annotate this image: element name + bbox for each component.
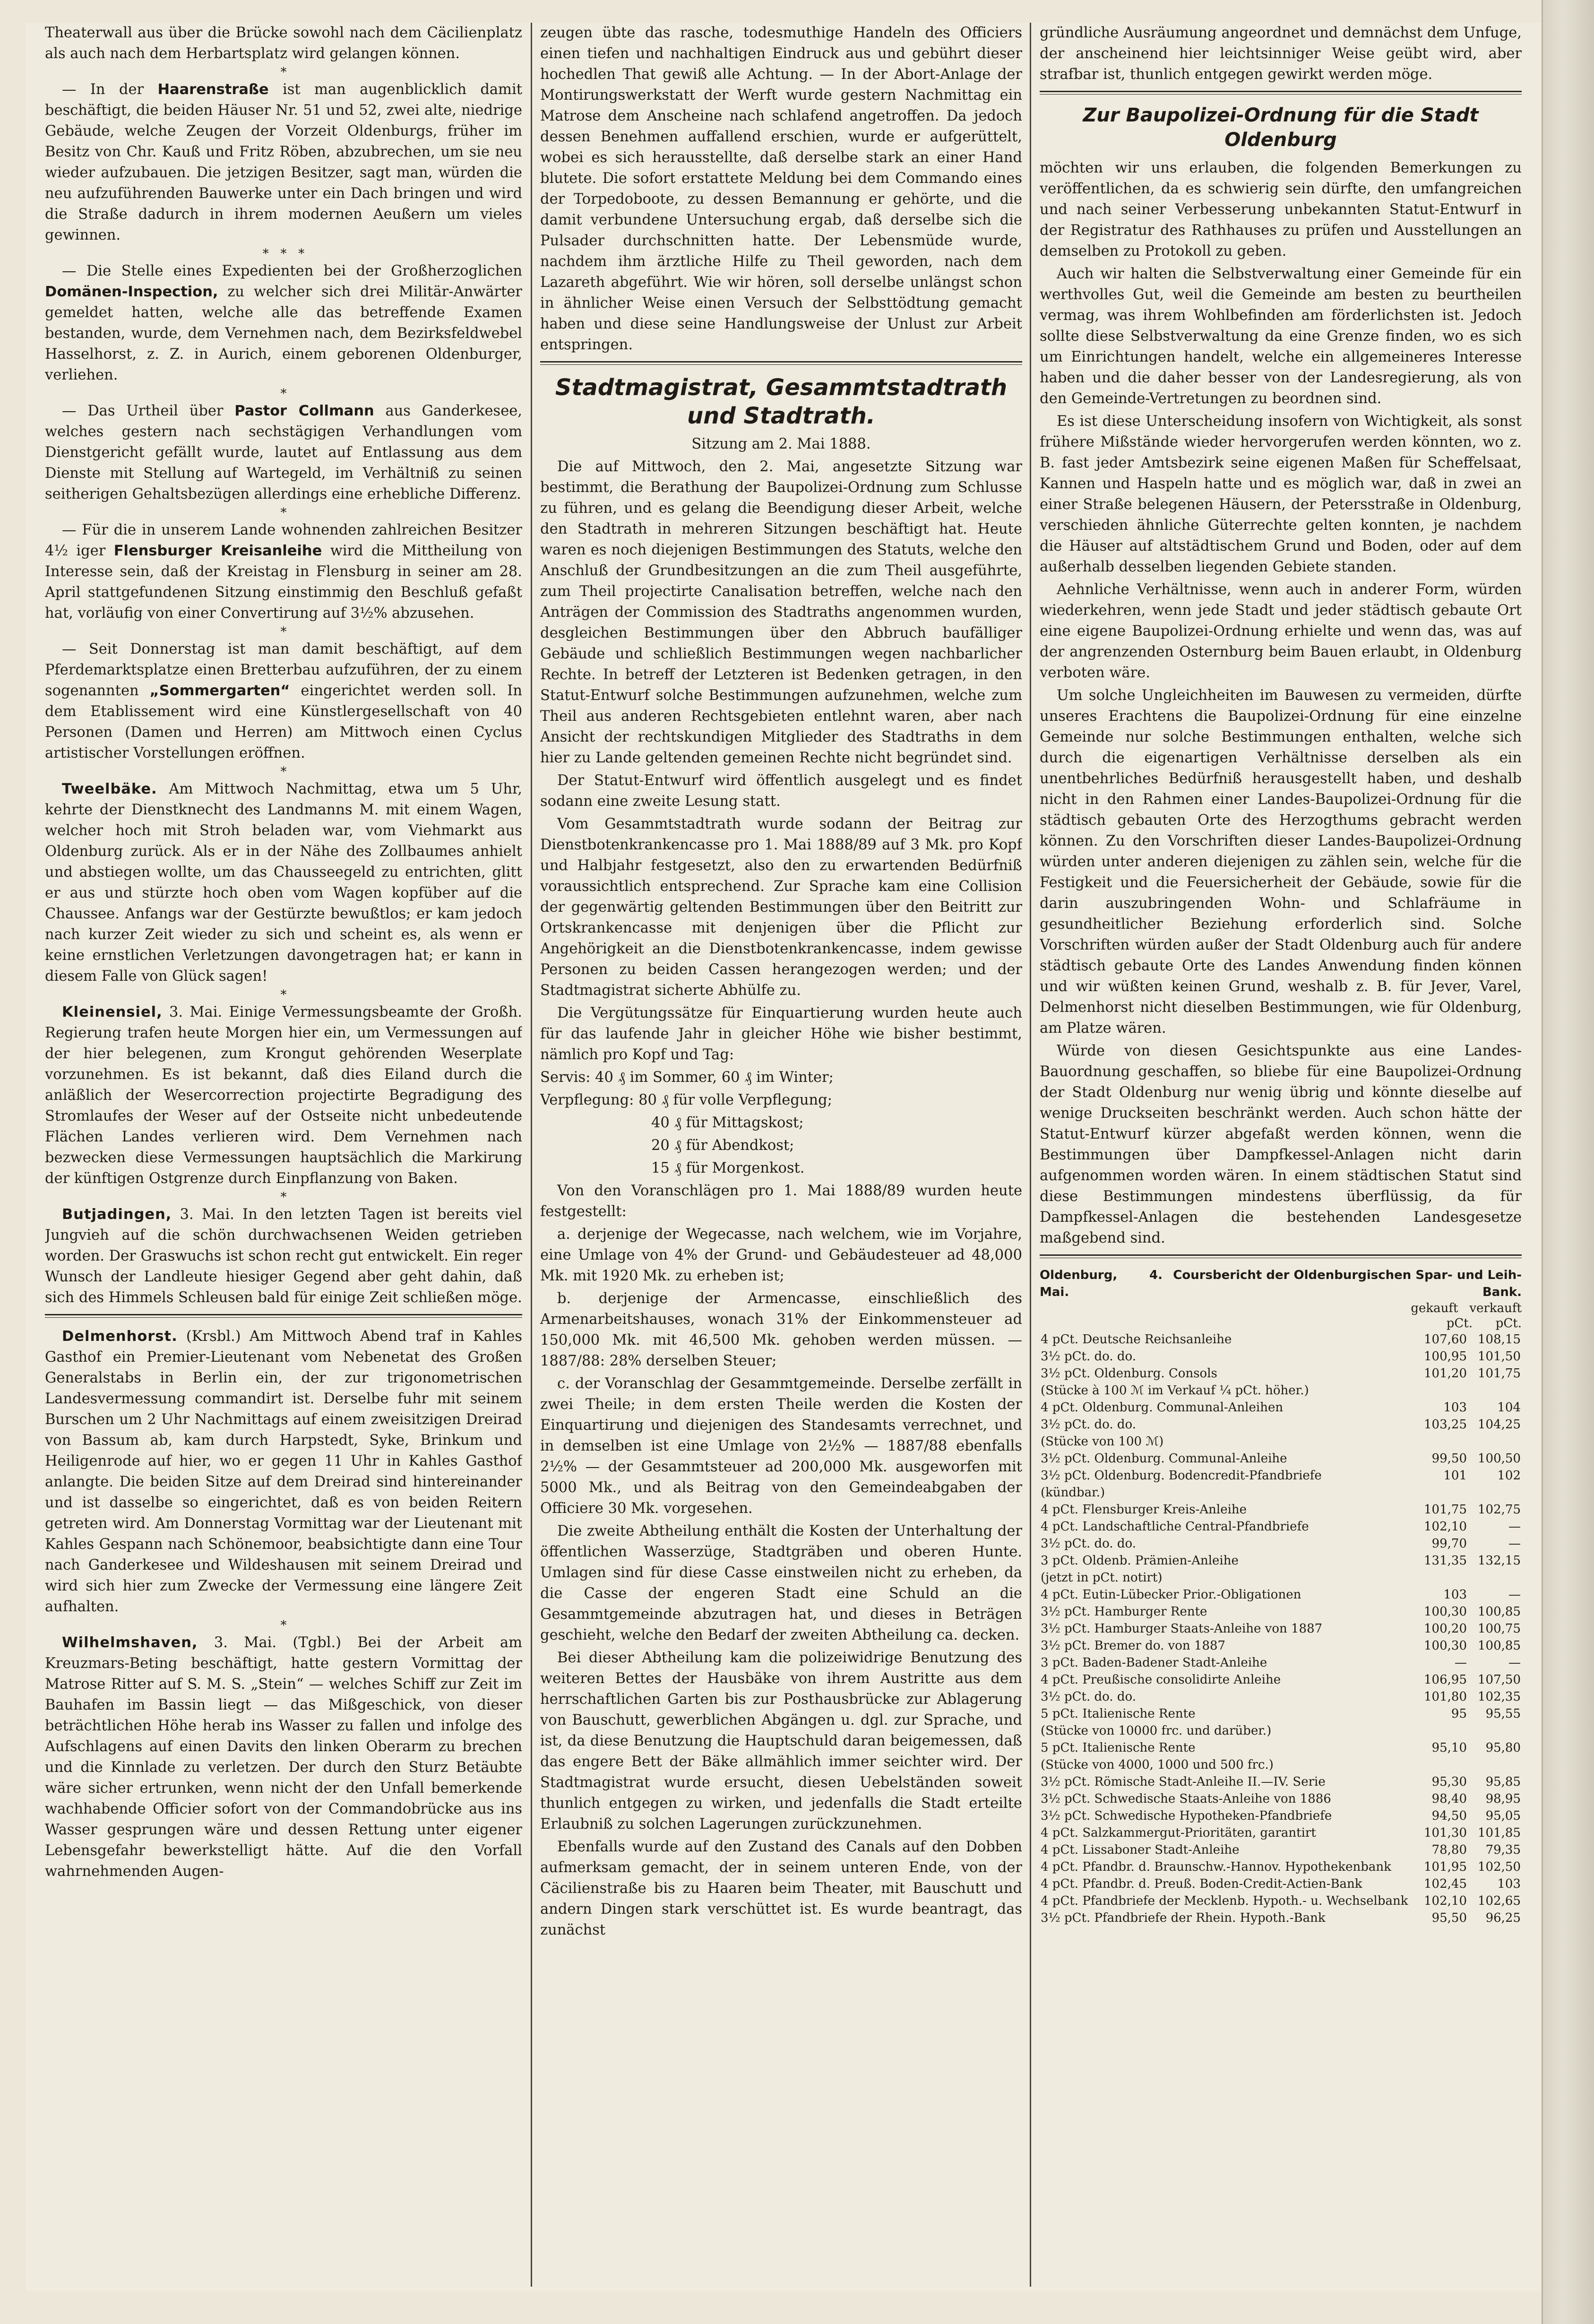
rate-row — [1040, 1858, 1522, 1875]
keyword: Domänen-Inspection, — [45, 284, 218, 300]
rate-sell: 102,35 — [1478, 1690, 1521, 1704]
separator-star: * — [280, 387, 287, 401]
rate-sell: 102,65 — [1478, 1894, 1521, 1908]
separator-star: * * * — [262, 247, 305, 261]
rate-name: 4 pCt. Pfandbriefe der Mecklenb. Hypoth.- u. Wechselbank — [1041, 1894, 1408, 1908]
rate-sell: 101,85 — [1478, 1826, 1521, 1840]
separator-star: * — [280, 1618, 287, 1633]
rate-row — [1040, 1705, 1522, 1722]
rate-buy: 103 — [1443, 1588, 1467, 1602]
rates-table — [1040, 1331, 1522, 1927]
section-headline: Stadtmagistrat, Gesammtstadtrath und Stadtrath. — [555, 374, 1008, 429]
fee-line: Verpflegung: 80 ₰ für volle Verpflegung; — [540, 1092, 832, 1108]
article-paragraph: Ebenfalls wurde auf den Zustand des Canals auf den Dobben aufmerksam gemacht, der in seinem unteren Ende, von der Cäcilienstraße bis zu Haaren beim Theater, mit Bauschutt und andern Dingen stark verschüttet ist. Es wurde beantragt, das zunächst — [540, 1839, 1022, 1938]
rate-sell: 104,25 — [1478, 1417, 1521, 1432]
rate-name: 3½ pCt. Schwedische Staats-Anleihe von 1886 — [1041, 1792, 1331, 1806]
rate-buy: 95,30 — [1431, 1775, 1467, 1789]
rate-name: 5 pCt. Italienische Rente — [1041, 1741, 1196, 1755]
article-paragraph: gründliche Ausräumung angeordnet und demnächst dem Unfuge, der anscheinend hier leichtsinniger Weise geübt wird, aber strafbar ist, thunlich entgegen gewirkt werden möge. — [1040, 25, 1522, 83]
rate-row — [1040, 1756, 1522, 1773]
section-rule — [1040, 1254, 1522, 1258]
rate-sell: 102,75 — [1478, 1503, 1521, 1517]
rate-buy — [1414, 1756, 1468, 1773]
column-3 — [1040, 23, 1522, 2287]
text: — In der — [62, 81, 158, 98]
rate-sell: 102,50 — [1478, 1860, 1521, 1874]
dateline: Butjadingen, — [62, 1206, 172, 1223]
section-rule — [540, 361, 1022, 365]
rate-name: 4 pCt. Preußische consolidirte Anleihe — [1041, 1673, 1281, 1687]
rate-name: 4 pCt. Lissaboner Stadt-Anleihe — [1041, 1843, 1240, 1857]
article-paragraph: Vom Gesammtstadtrath wurde sodann der Beitrag zur Dienstbotenkrankencasse pro 1. Mai 1888/89 auf 3 Mk. pro Kopf und Halbjahr festgesetzt, also den zu erwartenden Bedürfniß voraussichtlich entsprechend. Zur Sprache kam eine Collision der gegenwärtig geltenden Bestimmungen über den Beitritt zur Ortskrankencasse mit denjenigen über die Pflicht zur Angehörigkeit an die Dienstbotenkrankencasse, indem gewisse Personen zu beiden Cassen herangezogen werden; und der Stadtmagistrat sicherte Abhülfe zu. — [540, 816, 1022, 999]
article-paragraph: Von den Voranschlägen pro 1. Mai 1888/89 wurden heute festgestellt: — [540, 1183, 1022, 1220]
rate-row — [1040, 1484, 1522, 1501]
article-paragraph — [45, 401, 522, 505]
dateline: Delmenhorst. — [62, 1328, 178, 1345]
rate-sell: 132,15 — [1478, 1554, 1521, 1568]
rate-sell — [1468, 1569, 1522, 1586]
keyword: Pastor Collmann — [234, 403, 374, 419]
rate-buy: 95,50 — [1431, 1911, 1467, 1925]
dateline: Tweelbäke. — [62, 781, 157, 797]
buy-header: gekauft — [1411, 1301, 1458, 1315]
rate-buy: 100,30 — [1424, 1605, 1467, 1619]
rate-sell: 108,15 — [1478, 1332, 1521, 1347]
keyword: Flensburger Kreisanleihe — [113, 543, 322, 559]
rate-buy: 101,30 — [1424, 1826, 1467, 1840]
rate-buy: 131,35 — [1424, 1554, 1467, 1568]
article-paragraph: Würde von diesen Gesichtspunkte aus eine Landes-Bauordnung geschaffen, so bliebe für eine Baupolizei-Ordnung der Stadt Oldenburg nur wenig übrig und könnte dieselbe auf wenige Druckseiten beschränkt werden. Auch schon hätte der Statut-Entwurf kürzer abgefaßt werden können, wenn die Bestimmungen über Dampfkessel-Anlagen nicht darin aufgenommen worden wären. In einem städtischen Statut sind diese Bestimmungen mindestens überflüssig, da für Dampfkessel-Anlagen die bestehenden Landesgesetze maßgebend sind. — [1040, 1043, 1522, 1246]
rate-name: 4 pCt. Pfandbr. d. Preuß. Boden-Credit-Actien-Bank — [1041, 1877, 1362, 1891]
article-paragraph: a. derjenige der Wegecasse, nach welchem, wie im Vorjahre, eine Umlage von 4% der Grund- und Gebäudesteuer ad 48,000 Mk. mit 1920 Mk. zu erheben ist; — [540, 1226, 1022, 1284]
column-2 — [540, 23, 1022, 2287]
rate-sell: 100,50 — [1478, 1451, 1521, 1466]
rate-buy: 102,45 — [1424, 1877, 1467, 1891]
article-paragraph: möchten wir uns erlauben, die folgenden Bemerkungen zu veröffentlichen, da es schwierig sein dürfte, den umfangreichen und nach seiner Verbesserung unbekannten Statut-Entwurf in der Registratur des Rathhauses zu prüfen und Ausstellungen an demselben zu Protokoll zu geben. — [1040, 160, 1522, 259]
rate-buy: 95,10 — [1431, 1741, 1467, 1755]
rate-buy: 101,95 — [1424, 1860, 1467, 1874]
article-paragraph — [45, 261, 522, 386]
rate-name: 3½ pCt. do. do. — [1041, 1349, 1136, 1364]
rate-row — [1040, 1365, 1522, 1382]
rate-row — [1040, 1722, 1522, 1739]
rate-sell: 100,85 — [1478, 1639, 1521, 1653]
separator-star: * — [280, 1190, 287, 1204]
rate-row — [1040, 1518, 1522, 1535]
rate-sell: 107,50 — [1478, 1673, 1521, 1687]
rate-buy: 101,80 — [1424, 1690, 1467, 1704]
article-paragraph: Die auf Mittwoch, den 2. Mai, angesetzte Sitzung war bestimmt, die Berathung der Baupolizei-Ordnung zum Schlusse zu führen, und es gelang die Beendigung dieser Arbeit, welche den Stadtrath in mehreren Sitzungen beschäftigt hat. Heute waren es noch diejenigen Bestimmungen des Statuts, welche den Anschluß der Grundbesitzungen an die zum Theil ausgeführte, zum Theil projectirte Canalisation betreffen, welche nach den Anträgen der Commission des Stadtraths angenommen wurden, desgleichen Bestimmungen über den Abbruch baufälliger Gebäude und schließlich Bestimmungen wegen nachbarlicher Rechte. In betreff der Letzteren ist Bedenken getragen, in den Statut-Entwurf solche Bestimmungen aufzunehmen, welche zum Theil aus anderen Rechtsgebieten entlehnt waren, aber nach Ansicht der rechtskundigen Mitglieder des Stadtraths in dem hier zu Lande geltenden gemeinen Rechte nicht begründet sind. — [540, 458, 1022, 766]
dateline: Wilhelmshaven, — [62, 1634, 198, 1651]
article-paragraph — [45, 79, 522, 246]
newspaper-page — [26, 23, 1543, 2291]
rate-buy: 107,60 — [1424, 1332, 1467, 1347]
rate-row — [1040, 1331, 1522, 1348]
rates-unit-header — [1040, 1316, 1522, 1331]
rate-row — [1040, 1739, 1522, 1756]
rate-name: 3½ pCt. Oldenburg. Communal-Anleihe — [1041, 1451, 1287, 1466]
rate-sell: 100,85 — [1478, 1605, 1521, 1619]
rate-buy: 99,70 — [1431, 1537, 1467, 1551]
column-rule — [1030, 23, 1031, 2287]
article-paragraph: Um solche Ungleichheiten im Bauwesen zu vermeiden, dürfte unseres Erachtens die Baupolizei-Ordnung für eine einzelne Gemeinde nur solche Bestimmungen enthalten, welche sich durch die eigenartigen Verhältnisse derselben als ein unentbehrliches Bedürfniß herausgestellt haben, und deshalb nicht in den Rahmen einer Landes-Baupolizei-Ordnung für die städtisch gebauten Orte des Herzogthums gebracht werden können. Zu den Vorschriften dieser Landes-Baupolizei-Ordnung würden unter anderen diejenigen zu zählen sein, welche für die Festigkeit und die Feuersicherheit der Gebäude, sowie für die darin auszubringenden Wohn- und Schlafräume in gesundheitlicher Beziehung erforderlich sind. Solche Vorschriften würden außer der Stadt Oldenburg auch für andere städtisch gebaute Orte des Landes Anwendung finden können und wir wüßten keinen Grund, weshalb z. B. für Jever, Varel, Delmenhorst nicht dieselben Bestimmungen, wie für Oldenburg, am Platze wären. — [1040, 687, 1522, 1037]
section-headline: Zur Baupolizei-Ordnung für die Stadt Oldenburg — [1083, 104, 1479, 151]
rate-sell: 103 — [1497, 1877, 1521, 1891]
fee-line: 15 ₰ für Morgenkost. — [651, 1160, 805, 1176]
text: aus Ganderkesee, welches gestern nach sechstägigen Verhandlungen vom Dienstgericht gefällt wurde, lautet auf Entlassung aus dem Dienste mit Stellung auf Wartegeld, im Verhältniß zu seinen seitherigen Gehaltsbezügen allerdings eine erhebliche Differenz. — [45, 403, 522, 502]
rate-sell: 98,95 — [1485, 1792, 1521, 1806]
rate-sell — [1468, 1756, 1522, 1773]
rates-title: Coursbericht der Oldenburgischen Spar- und Leih-Bank. — [1173, 1268, 1522, 1299]
rate-name: 3½ pCt. Hamburger Rente — [1041, 1605, 1207, 1619]
rate-buy — [1414, 1382, 1468, 1399]
rate-sell: 79,35 — [1485, 1843, 1521, 1857]
rate-buy: 101 — [1443, 1469, 1467, 1483]
article-paragraph: Bei dieser Abtheilung kam die polizeiwidrige Benutzung des weiteren Bettes der Hausbäke von ihrem Austritte aus dem herrschaftlichen Garten bis zur Posthausbrücke zur Ablagerung von Bauschutt, gewerblichen Abgängen u. dgl. zur Sprache, und ist, da diese Benutzung die Hauptschuld daran beigemessen, daß das engere Bett der Bäke allmählich immer seichter wird. Der Stadtmagistrat wurde ersucht, diesen Uebelständen soweit thunlich entgegen zu wirken, und jedenfalls die Stadt erteilte Erlaubniß zu solchen Lagerungen zurückzunehmen. — [540, 1650, 1022, 1832]
rate-name: (jetzt in pCt. notirt) — [1041, 1571, 1163, 1585]
rate-buy: 101,20 — [1424, 1366, 1467, 1381]
rate-row — [1040, 1382, 1522, 1399]
rate-row — [1040, 1654, 1522, 1671]
rate-sell: — — [1508, 1588, 1521, 1602]
rate-buy: 103 — [1443, 1400, 1467, 1415]
rate-sell: 96,25 — [1485, 1911, 1521, 1925]
keyword: Haarenstraße — [157, 81, 269, 98]
text: — Seit Donnerstag ist man damit beschäftigt, auf dem Pferdemarktsplatze einen Bretterbau aufzuführen, der zu einem sogenannten — [45, 641, 522, 699]
rate-name: 4 pCt. Oldenburg. Communal-Anleihen — [1041, 1400, 1284, 1415]
rate-row — [1040, 1552, 1522, 1569]
fee-line: 20 ₰ für Abendkost; — [651, 1137, 794, 1154]
rate-sell: 101,50 — [1478, 1349, 1521, 1364]
session-date: Sitzung am 2. Mai 1888. — [691, 436, 871, 452]
rate-buy: 94,50 — [1431, 1809, 1467, 1823]
rate-name: 4 pCt. Flensburger Kreis-Anleihe — [1041, 1503, 1247, 1517]
fee-line: 40 ₰ für Mittagskost; — [651, 1114, 804, 1131]
rate-name: (Stücke à 100 ℳ im Verkauf ¼ pCt. höher.) — [1041, 1383, 1309, 1398]
rate-row — [1040, 1501, 1522, 1518]
rate-row — [1040, 1586, 1522, 1603]
rate-buy — [1414, 1433, 1468, 1450]
rate-buy: 106,95 — [1424, 1673, 1467, 1687]
rate-buy: 95 — [1451, 1707, 1467, 1721]
rate-name: 4 pCt. Eutin-Lübecker Prior.-Obligationen — [1041, 1588, 1301, 1602]
separator-star: * — [280, 988, 287, 1002]
article-paragraph: b. derjenige der Armencasse, einschließlich des Armenarbeitshauses, wonach 31% der Einkommensteuer ad 150,000 Mk. mit 46,500 Mk. gehoben werden müssen. — 1887/88: 28% derselben Steuer; — [540, 1290, 1022, 1369]
article-paragraph: Die Vergütungssätze für Einquartierung wurden heute auch für das laufende Jahr in gleicher Höhe wie bisher bestimmt, nämlich pro Kopf und Tag: — [540, 1005, 1022, 1063]
article-paragraph — [45, 520, 522, 624]
rate-name: 4 pCt. Landschaftliche Central-Pfandbriefe — [1041, 1520, 1309, 1534]
rate-sell — [1468, 1433, 1522, 1450]
rate-row — [1040, 1450, 1522, 1467]
rate-row — [1040, 1841, 1522, 1858]
section-rule — [45, 1314, 522, 1318]
rate-row — [1040, 1790, 1522, 1807]
rate-row — [1040, 1688, 1522, 1705]
article-paragraph — [45, 1002, 522, 1189]
rate-row — [1040, 1807, 1522, 1824]
rate-sell: 100,75 — [1478, 1622, 1521, 1636]
rate-sell: 95,05 — [1485, 1809, 1521, 1823]
rate-name: (Stücke von 10000 frc. und darüber.) — [1041, 1724, 1272, 1738]
text: — Das Urtheil über — [62, 403, 235, 419]
rate-row — [1040, 1620, 1522, 1637]
rate-name: 3 pCt. Baden-Badener Stadt-Anleihe — [1041, 1656, 1267, 1670]
article-paragraph: Die zweite Abtheilung enthält die Kosten der Unterhaltung der öffentlichen Wasserzüge, Stadtgräben und oberen Hunte. Umlagen sind für diese Casse einstweilen nicht zu erheben, da die Casse der engeren Stadt eine Schuld an die Gesammtgemeinde abzutragen hat, und dieses in Beträgen geschieht, welche den Bedarf der zweiten Abtheilung ca. decken. — [540, 1523, 1022, 1643]
text: ist man augenblicklich damit beschäftigt, die beiden Häuser Nr. 51 und 52, zwei alte, niedrige Gebäude, welche Zeugen der Vorzeit Oldenburgs, früher im Besitz von Chr. Kauß und Fritz Röben, abzubrechen, um sie neu wieder aufzubauen. Die jetzigen Besitzer, sagt man, würden die neu aufzuführenden Bauwerke unter ein Dach bringen und wird die Straße dadurch in ihrem modernen Aeußern um vieles gewinnen. — [45, 81, 522, 243]
rate-sell: — — [1508, 1537, 1521, 1551]
article-paragraph — [45, 639, 522, 764]
article-paragraph — [45, 779, 522, 987]
keyword: „Sommergarten“ — [149, 683, 290, 699]
rate-sell — [1468, 1484, 1522, 1501]
rate-name: (kündbar.) — [1041, 1486, 1105, 1500]
article-paragraph: Aehnliche Verhältnisse, wenn auch in anderer Form, würden wiederkehren, wenn jede Stadt und jeder städtisch gebaute Ort eine eigene Baupolizei-Ordnung erhielte und wenn das, was auf der angrenzenden Osternburg beim Bauen erlaubt, in Oldenburg verboten wäre. — [1040, 581, 1522, 681]
rate-name: 4 pCt. Deutsche Reichsanleihe — [1041, 1332, 1232, 1347]
rate-buy: 101,75 — [1424, 1503, 1467, 1517]
separator-star: * — [280, 765, 287, 779]
text: 3. Mai. (Tgbl.) Bei der Arbeit am Kreuzmars-Beting beschäftigt, hatte gestern Vormittag der Matrose Ritter auf S. M. S. „Stein“ — welches Schiff zur Zeit im Bauhafen im Bassin liegt — das Mißgeschick, von dieser beträchtlichen Höhe herab ins Wasser zu fallen und infolge des Aufschlagens auf einen Davits den linken Oberarm zu brechen und die Kinnlade zu verletzen. Der durch den Sturz Betäubte wäre sicher ertrunken, wenn nicht der den Unfall bemerkende wachhabende Officier sofort von der Commandobrücke aus ins Wasser gesprungen wäre und dessen Rettung unter eigener Lebensgefahr bewerkstelligt hätte. Auf die den Vorfall wahrnehmenden Augen- — [45, 1634, 522, 1880]
rate-sell: — — [1508, 1520, 1521, 1534]
rate-name: 5 pCt. Italienische Rente — [1041, 1707, 1196, 1721]
unit-label: pCt. — [1495, 1316, 1522, 1330]
rate-row — [1040, 1416, 1522, 1433]
separator-star: * — [280, 625, 287, 639]
article-paragraph: Theaterwall aus über die Brücke sowohl nach dem Cäcilienplatz als auch nach dem Herbartsplatz wird gelangen können. — [45, 25, 522, 62]
article-paragraph: Auch wir halten die Selbstverwaltung einer Gemeinde für ein werthvolles Gut, weil die Gemeinde am besten zu beurtheilen vermag, was ihrem Wohlbefinden am förderlichsten ist. Jedoch sollte diese Selbstverwaltung da eine Grenze finden, wo es sich um Einrichtungen handelt, welche ein allgemeineres Interesse haben und die daher besser von der Landesregierung, als von den Gemeinde-Vertretungen zu beordnen sind. — [1040, 266, 1522, 407]
rate-row — [1040, 1433, 1522, 1450]
rate-name: 4 pCt. Pfandbr. d. Braunschw.-Hannov. Hypothekenbank — [1041, 1860, 1391, 1874]
rate-name: (Stücke von 100 ℳ) — [1041, 1434, 1164, 1449]
rate-sell: 102 — [1497, 1469, 1521, 1483]
text: wird die Mittheilung von Interesse sein, daß der Kreistag in Flensburg in seiner am 28. April stattgefundenen Sitzung einstimmig den Beschluß gefaßt hat, vorläufig von einer Convertirung auf 3½% abzusehen. — [45, 543, 522, 622]
rate-sell — [1468, 1382, 1522, 1399]
section-rule — [1040, 91, 1522, 95]
rate-sell: 101,75 — [1478, 1366, 1521, 1381]
rate-buy: 99,50 — [1431, 1451, 1467, 1466]
text: zu welcher sich drei Militär-Anwärter gemeldet hatten, welche alle das betreffende Examen bestanden, wurde, dem Vernehmen nach, dem Bezirksfeldwebel Hasselhorst, z. Z. in Aurich, einem geborenen Oldenburger, verliehen. — [45, 284, 522, 383]
rate-name: 3½ pCt. Bremer do. von 1887 — [1041, 1639, 1226, 1653]
rate-buy: 78,80 — [1431, 1843, 1467, 1857]
separator-star: * — [280, 506, 287, 520]
rate-buy — [1414, 1722, 1468, 1739]
unit-label: pCt. — [1446, 1316, 1473, 1330]
rate-row — [1040, 1875, 1522, 1892]
rate-name: 3½ pCt. Schwedische Hypotheken-Pfandbriefe — [1041, 1809, 1332, 1823]
rate-buy: 103,25 — [1424, 1417, 1467, 1432]
rate-name: 3½ pCt. do. do. — [1041, 1537, 1136, 1551]
rate-row — [1040, 1348, 1522, 1365]
rate-sell: 95,80 — [1485, 1741, 1521, 1755]
rate-sell: — — [1508, 1656, 1521, 1670]
text: 3. Mai. In den letzten Tagen ist bereits viel Jungvieh auf die schön durchwachsenen Weiden getrieben worden. Der Graswuchs ist schon recht gut entwickelt. Ein reger Wunsch der Landleute hiesiger Gegend aber geht dahin, daß sich des Himmels Schleusen bald für einige Zeit schließen möge. — [45, 1206, 522, 1306]
rate-row — [1040, 1671, 1522, 1688]
fee-line: Servis: 40 ₰ im Sommer, 60 ₰ im Winter; — [540, 1069, 834, 1086]
text: — Die Stelle eines Expedienten bei der Großherzoglichen — [62, 263, 522, 279]
rate-name: 3½ pCt. Hamburger Staats-Anleihe von 1887 — [1041, 1622, 1323, 1636]
rate-row — [1040, 1824, 1522, 1841]
text: 3. Mai. Einige Vermessungsbeamte der Großh. Regierung trafen heute Morgen hier ein, um Vermessungen auf der hier belegenen, zum Krongut gehörenden Weserplate vorzunehmen. Es ist bekannt, daß dies Eiland durch die anläßlich der Wesercorrection projectirte Begradigung des Stromlaufes der Weser auf der Ostseite nicht unbedeutende Flächen Landes verlieren wird. Dem Vernehmen nach bezwecken diese Vermessungen hauptsächlich die Markirung der künftigen Ostgrenze durch Einpflanzung von Baken. — [45, 1004, 522, 1187]
article-paragraph — [45, 1633, 522, 1882]
sell-header: verkauft — [1469, 1301, 1522, 1315]
article-paragraph — [45, 1204, 522, 1308]
rate-name: 3½ pCt. Pfandbriefe der Rhein. Hypoth.-Bank — [1041, 1911, 1326, 1925]
text: — Für die in unserem Lande wohnenden zahlreichen Besitzer 4½ iger — [45, 522, 522, 559]
rate-name: 3½ pCt. do. do. — [1041, 1417, 1136, 1432]
rate-buy: 100,30 — [1424, 1639, 1467, 1653]
rate-name: 3½ pCt. Römische Stadt-Anleihe II.—IV. Serie — [1041, 1775, 1326, 1789]
column-1 — [45, 23, 522, 2287]
rate-buy: 102,10 — [1424, 1520, 1467, 1534]
rate-name: 3½ pCt. Oldenburg. Bodencredit-Pfandbriefe — [1041, 1469, 1322, 1483]
rate-name: 3½ pCt. Oldenburg. Consols — [1041, 1366, 1217, 1381]
rate-buy — [1414, 1569, 1468, 1586]
rate-buy — [1414, 1484, 1468, 1501]
rate-name: (Stücke von 4000, 1000 und 500 frc.) — [1041, 1758, 1274, 1772]
rate-row — [1040, 1399, 1522, 1416]
rate-buy: 102,10 — [1424, 1894, 1467, 1908]
rate-name: 4 pCt. Salzkammergut-Prioritäten, garantirt — [1041, 1826, 1316, 1840]
text: (Krsbl.) Am Mittwoch Abend traf in Kahles Gasthof ein Premier-Lieutenant vom Nebenetat des Großen Generalstabs in Berlin ein, der zur trigonometrischen Landesvermessung commandirt ist. Derselbe fuhr mit seinem Burschen um 2 Uhr Nachmittags auf einem zweisitzigen Dreirad von Bassum ab, kam durch Harpstedt, Syke, Brinkum und Heiligenrode auf hier, wo er gegen 11 Uhr in Kahles Gasthof anlangte. Die beiden Sitze auf dem Dreirad sind hintereinander und ist dasselbe so eingerichtet, daß es von beiden Reitern getreten wird. Am Donnerstag Vormittag war der Lieutenant mit Kahles Gespann nach Schönemoor, beabsichtigte dann eine Tour nach Ganderkesee und Wildeshausen mit seinem Dreirad und wird sich hier zum Zwecke der Vermessung eine längere Zeit aufhalten. — [45, 1328, 522, 1615]
article-paragraph: Der Statut-Entwurf wird öffentlich ausgelegt und es findet sodann eine zweite Lesung statt. — [540, 772, 1022, 810]
rate-buy: 100,20 — [1424, 1622, 1467, 1636]
rate-row — [1040, 1773, 1522, 1790]
rate-sell — [1468, 1722, 1522, 1739]
rate-row — [1040, 1467, 1522, 1484]
rate-sell: 104 — [1497, 1400, 1521, 1415]
rates-column-header — [1040, 1301, 1522, 1316]
rate-sell: 95,55 — [1485, 1707, 1521, 1721]
rate-buy: — — [1455, 1656, 1467, 1670]
rate-sell: 95,85 — [1485, 1775, 1521, 1789]
text: Am Mittwoch Nachmittag, etwa um 5 Uhr, kehrte der Dienstknecht des Landmanns M. mit einem Wagen, welcher hoch mit Stroh beladen war, vom Viehmarkt aus Oldenburg zurück. Als er in der Nähe des Zollbaumes anhielt und abstiegen wollte, um das Chausseegeld zu entrichten, glitt er aus und stürzte hoch oben vom Wagen kopfüber auf die Chaussee. Anfangs war der Gestürzte bewußtlos; er kam jedoch nach kurzer Zeit wieder zu sich und scheint es, als wenn er keine ernstlichen Verletzungen davongetragen hat; er kann in diesem Falle von Glück sagen! — [45, 781, 522, 985]
column-rule — [531, 23, 532, 2287]
article-paragraph — [45, 1326, 522, 1617]
article-paragraph: zeugen übte das rasche, todesmuthige Handeln des Officiers einen tiefen und nachhaltigen Eindruck aus und gebührt dieser hochedlen That gewiß alle Achtung. — In der Abort-Anlage der Montirungswerkstatt der Werft wurde gestern Nachmittag ein Matrose dem Anscheine nach schlafend angetroffen. Da jedoch dessen Benehmen auffallend erschien, wurde er aufgerüttelt, wobei es sich herausstellte, daß derselbe stark an einer Hand blutete. Die sofort erstattete Meldung bei dem Commando eines der Torpedoboote, zu dessen Bemannung er gehörte, und die damit verbundene Untersuchung ergab, daß derselbe sich die Pulsader durchschnitten hatte. Der Lebensmüde wurde, nachdem ihm ärztliche Hilfe zu Theil geworden, nach dem Lazareth abgeführt. Wie wir hören, soll derselbe unlängst schon in ähnlicher Weise einen Versuch der Selbsttödtung gemacht haben und diese seine Handlungsweise der Unlust zur Arbeit entspringen. — [540, 25, 1022, 353]
rate-buy: 98,40 — [1431, 1792, 1467, 1806]
rate-name: 3½ pCt. do. do. — [1041, 1690, 1136, 1704]
rate-row — [1040, 1569, 1522, 1586]
article-paragraph: Es ist diese Unterscheidung insofern von Wichtigkeit, als sonst frühere Mißstände wieder hervorgerufen werden könnten, wo z. B. fast jeder Amtsbezirk seine eigenen Maßen für Scheffelsaat, Kannen und Haspeln hatte und es möglich war, daß in zwei an einer Straße belegenen Häusern, der Petersstraße in Oldenburg, verschieden ähnliche Güterrechte gelten konnten, je nachdem die Häuser auf altstädtischem Grund und Boden, oder auf dem außerhalb desselben liegenden Gebiete standen. — [1040, 413, 1522, 575]
article-paragraph: c. der Voranschlag der Gesammtgemeinde. Derselbe zerfällt in zwei Theile; in dem ersten Theile werden die Kosten der Einquartirung und diejenigen des Standesamts verrechnet, und in demselben ist eine Umlage von 2½% — 1887/88 ebenfalls 2½% — der Gesammtsteuer ad 200,000 Mk. ausgeworfen mit 5000 Mk., und als Beitrag von den Gemeindeabgaben der Officiere 30 Mk. vorgesehen. — [540, 1375, 1022, 1517]
rate-name: 3 pCt. Oldenb. Prämien-Anleihe — [1041, 1554, 1239, 1568]
rates-header — [1040, 1267, 1522, 1301]
separator-star: * — [280, 65, 287, 79]
rate-row — [1040, 1637, 1522, 1654]
rate-row — [1040, 1909, 1522, 1927]
rate-row — [1040, 1535, 1522, 1552]
rate-row — [1040, 1892, 1522, 1909]
text: eingerichtet werden soll. In dem Etablissement wird eine Künstlergesellschaft von 40 Personen (Damen und Herren) am Mittwoch einen Cyclus artistischer Vorstellungen eröffnen. — [45, 683, 522, 761]
rates-place: Oldenburg, 4. Mai. — [1040, 1268, 1163, 1299]
dateline: Kleinensiel, — [62, 1004, 163, 1020]
page-edge — [1542, 0, 1594, 2324]
rate-row — [1040, 1603, 1522, 1620]
rate-buy: 100,95 — [1424, 1349, 1467, 1364]
